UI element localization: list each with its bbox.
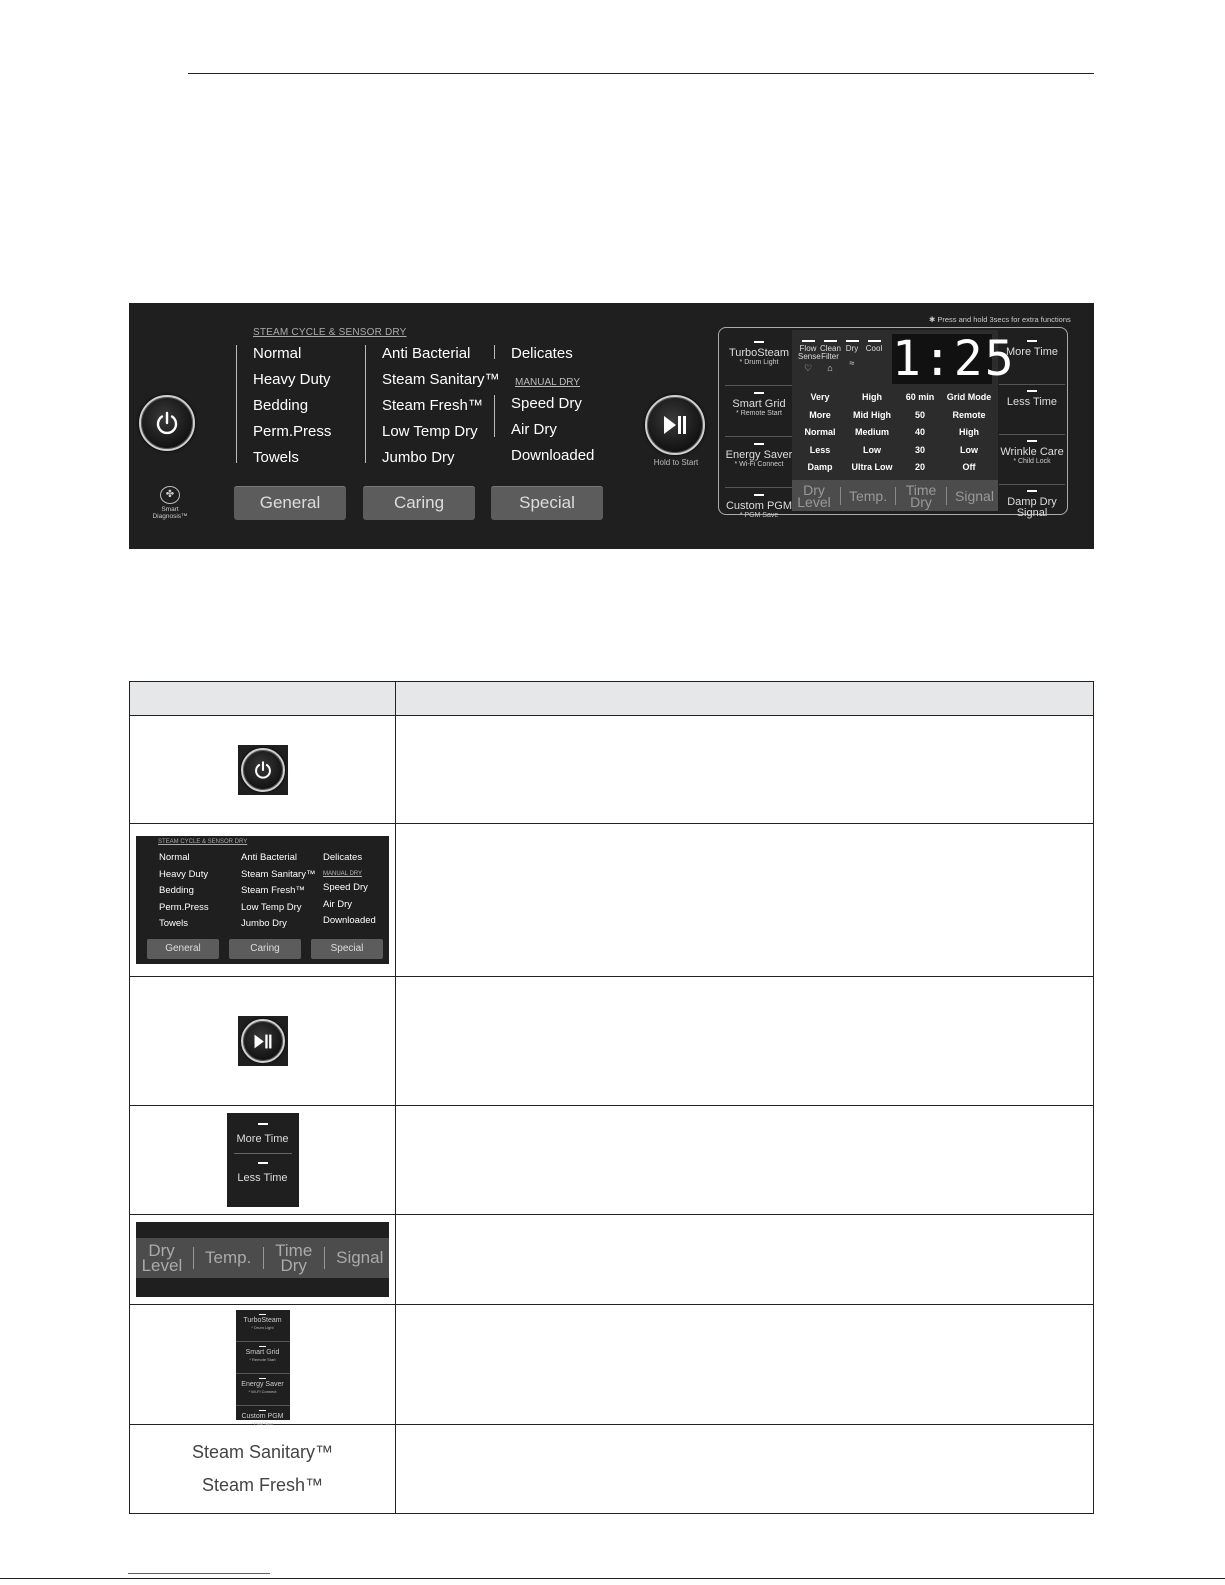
table-row	[130, 1425, 1094, 1514]
steam-cycle-header: STEAM CYCLE & SENSOR DRY	[158, 839, 248, 845]
option-value: Ultra Low	[851, 462, 893, 472]
divider	[193, 1247, 194, 1269]
function-table	[129, 681, 1094, 1514]
indicator-light	[1027, 490, 1037, 492]
cycle-delicates: Delicates	[323, 852, 363, 863]
table-row	[130, 1305, 1094, 1425]
smart-diagnosis-icon: ✤	[160, 486, 180, 504]
cycle-low-temp-dry[interactable]: Low Temp Dry	[382, 423, 478, 440]
signal-options	[944, 389, 994, 477]
special-cycle-list	[323, 880, 376, 930]
damp-dry-signal-button[interactable]	[999, 490, 1065, 534]
left-option-buttons	[725, 335, 793, 538]
cycle-air-dry[interactable]: Air Dry	[511, 421, 557, 438]
cycle-downloaded[interactable]: Downloaded	[511, 447, 595, 464]
option-label: Custom PGM	[725, 500, 792, 512]
table-row	[130, 824, 1094, 977]
table-cell-image	[130, 1305, 396, 1425]
hold-to-start-label: Hold to Start	[653, 458, 699, 467]
table-cell-description	[396, 716, 1094, 824]
right-option-buttons	[999, 335, 1065, 534]
general-button[interactable]: General	[234, 486, 346, 520]
special-button[interactable]: Special	[491, 486, 603, 520]
special-cycle-delicates	[511, 341, 573, 367]
indicator-light	[754, 392, 764, 394]
flow-sense-indicator: Flow Sense ♡	[798, 340, 818, 372]
custom-pgm-button[interactable]	[725, 494, 793, 538]
indicator-light	[754, 494, 764, 496]
energy-saver-button[interactable]	[725, 443, 793, 488]
table-cell-image	[130, 977, 396, 1106]
top-rule	[188, 73, 1094, 74]
cycle-speed-dry: Speed Dry	[323, 882, 368, 893]
option-label: Damp Dry	[1007, 496, 1057, 508]
option-label: Smart Grid	[732, 398, 786, 410]
table-cell-image	[130, 716, 396, 824]
option-sub-label: * Wi-Fi Connect	[734, 461, 784, 468]
option-value: Grid Mode	[946, 392, 992, 402]
cycle-steam-sanitary: Steam Sanitary™	[241, 868, 316, 880]
divider	[494, 345, 495, 359]
turbosteam-button[interactable]	[725, 341, 793, 386]
cycle-air-dry: Air Dry	[323, 898, 353, 910]
cycle-towels[interactable]: Towels	[253, 449, 299, 466]
cycle-anti-bacterial: Anti Bacterial	[241, 852, 297, 863]
temp-button[interactable]: Temp.	[848, 487, 888, 504]
start-pause-image	[241, 1019, 285, 1063]
turbosteam-option: TurboSteam * Drum Light	[236, 1314, 290, 1342]
cycle-normal[interactable]: Normal	[253, 345, 302, 362]
signal-button[interactable]: Signal	[955, 487, 994, 504]
table-cell-image	[130, 824, 396, 977]
start-pause-button[interactable]	[645, 395, 705, 455]
cycle-bedding[interactable]: Bedding	[253, 397, 309, 414]
header-cell	[396, 682, 1094, 716]
caring-cycle-list	[382, 341, 500, 471]
option-label: Energy Saver	[725, 449, 793, 461]
special-cycle-list	[511, 391, 594, 469]
option-value: High	[959, 427, 979, 437]
manual-dry-header: MANUAL DRY	[323, 871, 363, 877]
option-value: 40	[914, 427, 925, 437]
footer-link-underline	[128, 1573, 270, 1574]
display-area	[792, 330, 1016, 511]
general-button: General	[147, 939, 219, 959]
less-time-button[interactable]	[999, 390, 1065, 435]
table-cell-description	[396, 977, 1094, 1106]
divider	[234, 1153, 292, 1154]
cycle-selector-thumbnail	[136, 836, 389, 964]
dry-level-button[interactable]: Dry Level	[797, 481, 831, 510]
option-value: High	[862, 392, 882, 402]
steam-cycle-header: STEAM CYCLE & SENSOR DRY	[253, 327, 407, 338]
cycle-heavy-duty[interactable]: Heavy Duty	[253, 371, 331, 388]
option-tabs	[136, 1238, 389, 1278]
option-tabs	[792, 480, 998, 511]
cycle-steam-sanitary[interactable]: Steam Sanitary™	[382, 371, 500, 388]
start-pause-thumbnail	[238, 1016, 288, 1066]
table-row	[130, 1215, 1094, 1305]
extra-functions-note: ✱ Press and hold 3secs for extra functions	[929, 315, 1071, 324]
table-cell-image	[130, 1106, 396, 1215]
table-row	[130, 716, 1094, 824]
option-sub-label: * Child Lock	[1013, 458, 1051, 465]
dryer-control-panel	[129, 303, 1094, 549]
divider	[494, 395, 495, 437]
option-value: Low	[960, 444, 978, 455]
option-sub-label: * Drum Light	[739, 359, 779, 366]
option-tabs-thumbnail	[136, 1222, 389, 1297]
wrinkle-care-button[interactable]	[999, 440, 1065, 485]
smart-diagnosis	[151, 486, 189, 520]
option-value: Medium	[854, 427, 889, 437]
power-button-image	[241, 748, 285, 792]
option-sub-label: Signal	[1016, 507, 1048, 519]
option-value: Very	[810, 392, 830, 402]
option-label: TurboSteam	[728, 347, 790, 359]
time-dry-options	[900, 389, 940, 477]
table-cell-image	[130, 1215, 396, 1305]
cycle-speed-dry[interactable]: Speed Dry	[511, 395, 582, 412]
cycle-downloaded: Downloaded	[323, 915, 376, 926]
steam-fresh-label: Steam Fresh™	[201, 1475, 324, 1495]
special-button: Special	[311, 939, 383, 959]
more-less-time-thumbnail	[227, 1113, 299, 1207]
divider	[236, 345, 237, 463]
option-sub-label: * Remote Start	[736, 410, 782, 417]
smart-grid-option: Smart Grid * Remote Start	[236, 1346, 290, 1374]
option-value: Normal	[804, 427, 836, 437]
dry-level-tab: Dry Level	[141, 1241, 183, 1275]
more-time-button[interactable]	[999, 340, 1065, 385]
play-pause-icon	[662, 414, 688, 436]
play-pause-icon	[253, 1033, 273, 1050]
table-cell-description	[396, 1305, 1094, 1425]
caring-button: Caring	[229, 939, 301, 959]
temp-options	[848, 389, 896, 477]
less-time-label: Less Time	[237, 1172, 288, 1184]
filter-icon: ⌂	[827, 363, 833, 373]
option-buttons-thumbnail	[236, 1310, 290, 1426]
cycle-low-temp-dry: Low Temp Dry	[241, 901, 302, 913]
option-value: Low	[863, 444, 881, 455]
smart-diagnosis-line2: Diagnosis™	[152, 513, 188, 520]
divider	[840, 487, 841, 505]
divider	[365, 345, 366, 463]
option-value: Mid High	[853, 409, 891, 420]
caring-cycle-list	[241, 850, 315, 933]
divider	[895, 487, 896, 505]
option-label: Wrinkle Care	[1000, 446, 1064, 458]
smart-diagnosis-line1: Smart	[161, 506, 179, 513]
indicator-light	[1027, 340, 1037, 342]
table-cell-description	[396, 1425, 1094, 1514]
indicator-light	[754, 443, 764, 445]
indicator-light	[1027, 390, 1037, 392]
option-label: Less Time	[1006, 396, 1058, 408]
cycle-perm-press: Perm.Press	[159, 901, 209, 913]
option-value: Off	[962, 462, 976, 472]
time-dry-button[interactable]: Time Dry	[905, 481, 937, 510]
power-icon	[253, 760, 273, 780]
energy-saver-option: Energy Saver * Wi-Fi Connect	[236, 1378, 290, 1406]
option-sub-label: * PGM Save	[739, 512, 779, 519]
temp-tab: Temp.	[205, 1248, 252, 1267]
power-button[interactable]	[139, 395, 195, 451]
general-cycle-list	[253, 341, 331, 471]
indicator-light	[258, 1162, 268, 1164]
option-value: 60 min	[905, 392, 935, 402]
divider	[324, 1247, 325, 1269]
option-value: More	[809, 409, 831, 420]
table-cell-description	[396, 1215, 1094, 1305]
time-dry-tab: Time Dry	[275, 1241, 313, 1275]
header-cell	[130, 682, 396, 716]
table-cell-description	[396, 1106, 1094, 1215]
option-value: Remote	[952, 409, 986, 420]
cycle-towels: Towels	[159, 918, 189, 929]
option-label: More Time	[1006, 346, 1058, 358]
power-icon	[154, 410, 180, 436]
table-header-row	[130, 682, 1094, 716]
general-cycle-list	[159, 850, 209, 933]
heart-icon: ♡	[803, 363, 813, 373]
option-value: 30	[914, 444, 925, 455]
cycle-perm-press[interactable]: Perm.Press	[253, 423, 332, 440]
option-value: 50	[914, 409, 925, 420]
smart-grid-button[interactable]	[725, 392, 793, 437]
dry-indicator: Dry ≈	[842, 340, 862, 367]
more-time-label: More Time	[236, 1133, 289, 1145]
cycle-bedding: Bedding	[159, 885, 194, 896]
option-value: Less	[809, 444, 831, 455]
option-value: Damp	[807, 462, 833, 472]
table-row	[130, 977, 1094, 1106]
clean-filter-indicator: Clean Filter ⌂	[820, 340, 840, 372]
power-button-thumbnail	[238, 745, 288, 795]
bottom-rule	[0, 1578, 1225, 1579]
divider	[263, 1247, 264, 1269]
signal-tab: Signal	[336, 1248, 384, 1267]
table-cell-description	[396, 824, 1094, 977]
time-display: 1:25	[892, 331, 1016, 387]
cycle-normal: Normal	[159, 852, 190, 863]
cycle-steam-fresh[interactable]: Steam Fresh™	[382, 397, 483, 414]
cycle-heavy-duty: Heavy Duty	[159, 868, 209, 880]
indicator-light	[1027, 440, 1037, 442]
caring-button[interactable]: Caring	[363, 486, 475, 520]
custom-pgm-option: Custom PGM * PGM Save	[236, 1410, 290, 1437]
manual-dry-header: MANUAL DRY	[515, 377, 581, 388]
cycle-delicates[interactable]: Delicates	[511, 345, 573, 362]
cool-indicator: Cool	[864, 340, 884, 353]
steam-sanitary-label: Steam Sanitary™	[191, 1442, 334, 1462]
option-value: 20	[914, 462, 925, 472]
cycle-jumbo-dry[interactable]: Jumbo Dry	[382, 449, 455, 466]
cycle-anti-bacterial[interactable]: Anti Bacterial	[382, 345, 471, 362]
divider	[946, 487, 947, 505]
wifi-icon: ≈	[849, 358, 855, 368]
table-row	[130, 1106, 1094, 1215]
dry-level-options	[798, 389, 842, 477]
cycle-jumbo-dry: Jumbo Dry	[241, 918, 287, 929]
table-cell-image	[130, 1425, 396, 1514]
indicator-light	[754, 341, 764, 343]
cycle-steam-fresh: Steam Fresh™	[241, 885, 305, 896]
indicator-light	[258, 1123, 268, 1125]
